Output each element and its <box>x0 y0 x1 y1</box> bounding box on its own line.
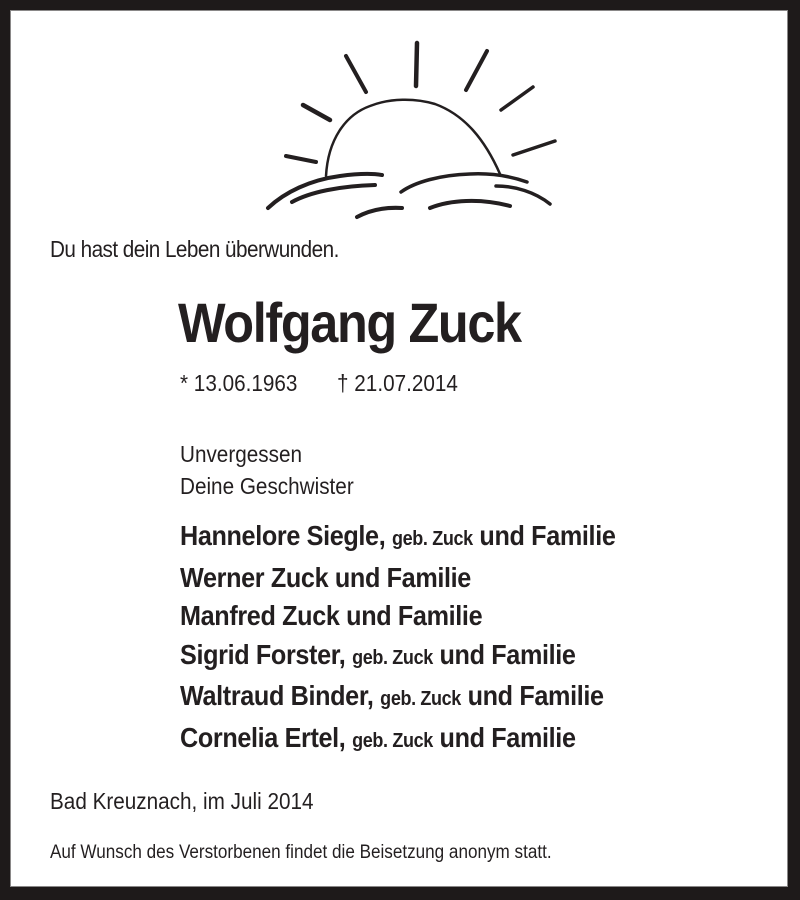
remembrance-line-1: Unvergessen <box>180 441 302 467</box>
list-item: Hannelore Siegle, geb. Zuck und Familie <box>180 520 616 551</box>
list-item: Sigrid Forster, geb. Zuck und Familie <box>180 638 576 670</box>
burial-note: Auf Wunsch des Verstorbenen findet die Beisetzung anonym statt. <box>50 842 552 863</box>
remembrance-text <box>180 438 354 502</box>
birth-star-icon: * <box>180 370 189 396</box>
list-item: Cornelia Ertel, geb. Zuck und Familie <box>180 721 576 753</box>
deceased-name: Wolfgang Zuck <box>178 291 521 354</box>
life-dates <box>180 370 458 397</box>
remembrance-line-2: Deine Geschwister <box>180 473 354 499</box>
death-date: † 21.07.2014 <box>337 370 458 396</box>
place-and-date: Bad Kreuznach, im Juli 2014 <box>50 788 314 814</box>
rising-sun-icon <box>250 30 570 220</box>
list-item: Waltraud Binder, geb. Zuck und Familie <box>180 680 604 711</box>
list-item: Manfred Zuck und Familie <box>180 600 483 631</box>
siblings-list <box>180 517 616 760</box>
motto-text: Du hast dein Leben überwunden. <box>50 236 339 262</box>
list-item: Werner Zuck und Familie <box>180 561 471 593</box>
death-cross-icon: † <box>337 370 349 396</box>
birth-date: * 13.06.1963 <box>180 370 298 396</box>
obituary-notice <box>10 10 788 887</box>
